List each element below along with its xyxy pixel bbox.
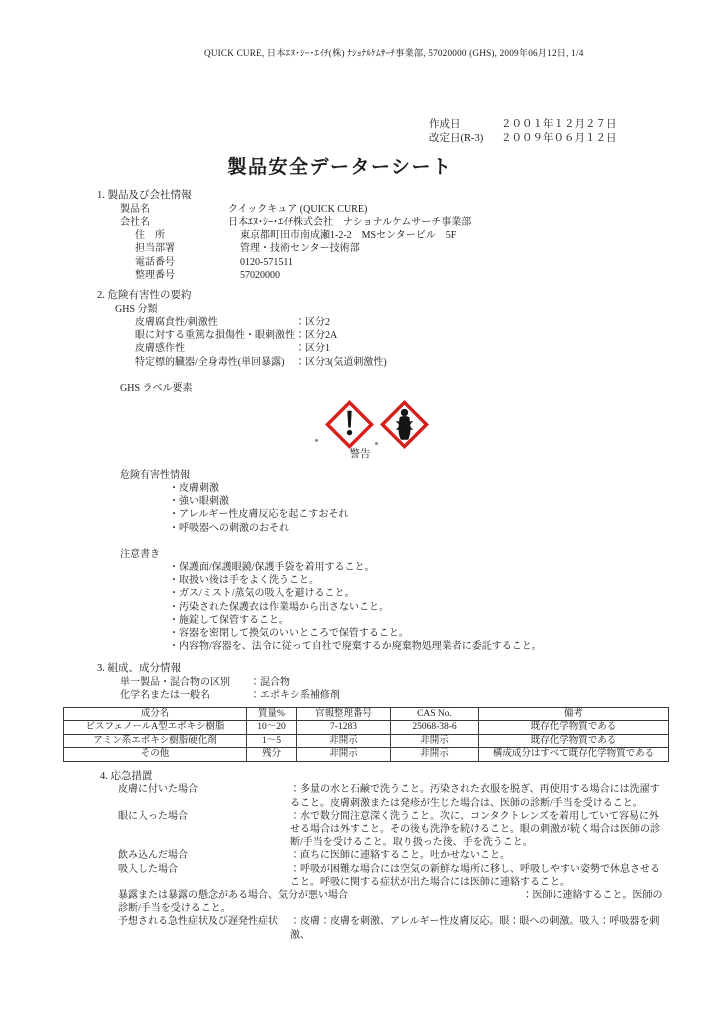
document-body (85, 189, 670, 942)
ghs-class-row (135, 356, 670, 369)
composition-value: ：混合物 (250, 677, 290, 689)
info-row-label: 製品名 (120, 203, 150, 215)
first-aid-row (118, 889, 670, 915)
info-row-label: 住 所 (135, 230, 165, 242)
first-aid-label: 眼に入った場合 (118, 810, 188, 822)
created-date-value: ２００１年１２月２７日 (501, 119, 617, 130)
ghs-classification-rows (97, 316, 670, 369)
ingredient-name-cell: その他 (64, 748, 247, 762)
info-row-value: クイックキュア (QUICK CURE) (228, 203, 368, 215)
hazard-info-list (169, 482, 670, 535)
ghs-class-label: 皮膚感作性 (135, 343, 185, 355)
ingredient-mass-cell: 1〜5 (247, 734, 297, 748)
hazard-info-item: ・強い眼刺激 (169, 496, 229, 508)
info-row (135, 269, 670, 282)
precaution-item: ・施錠して保管すること。 (169, 614, 289, 626)
ingredient-gazette-cell: 非開示 (297, 748, 391, 762)
ingredient-table (63, 707, 669, 762)
ingredient-table-header-row (64, 707, 669, 721)
info-row (135, 242, 670, 255)
section-composition (85, 662, 670, 761)
scan-speck (375, 442, 378, 445)
page-header: QUICK CURE, 日本ｴﾇ･ｼｰ･ｴｲﾁ(株) ﾅｼｮﾅﾙｹﾑｻｰﾁ事業部, 57020000 (GHS), 2009年06月12日, 1/4 (204, 48, 584, 58)
ingredient-table-row (64, 748, 669, 762)
ingredient-mass-cell: 10〜20 (247, 721, 297, 735)
section-product-company-info (97, 189, 670, 282)
section1-heading: 1. 製品及び会社情報 (97, 190, 192, 201)
hazard-info-item: ・アレルギー性皮膚反応を起こすおそれ (169, 509, 349, 521)
section4-heading: 4. 応急措置 (100, 770, 153, 782)
ingredient-table-row (64, 721, 669, 735)
ingredient-cas-cell: 非開示 (391, 748, 479, 762)
ghs-class-value: ：区分1 (295, 343, 330, 355)
first-aid-label: 飲み込んだ場合 (118, 850, 188, 862)
composition-value: ：エポキシ系補修剤 (250, 690, 340, 702)
ghs-class-value: ：区分3(気道刺激性) (295, 356, 387, 368)
ingredient-table-header-cell: CAS No. (391, 707, 479, 721)
ghs-pictograms (325, 400, 429, 449)
info-row (135, 256, 670, 269)
first-aid-row (118, 810, 670, 850)
ingredient-table-body (64, 721, 669, 762)
info-row (120, 203, 670, 216)
ingredient-table-header-cell: 備考 (479, 707, 669, 721)
ingredient-mass-cell: 残分 (247, 748, 297, 762)
revised-date-label: 改定日(R-3) (429, 132, 484, 144)
first-aid-value: ：皮膚：皮膚を刺激、アレルギー性皮膚反応。眼：眼への刺激。吸入：呼吸器を刺激、 (290, 916, 660, 941)
hazard-info-heading: 危険有害性情報 (120, 469, 190, 481)
first-aid-value: ：直ちに医師に連絡すること。吐かせないこと。 (290, 850, 510, 862)
first-aid-value: ：呼吸が困難な場合には空気の新鮮な場所に移し、呼吸しやすい姿勢で休息させること。呼吸に関する症状が出た場合には医師に連絡すること。 (290, 863, 660, 888)
ghs-exclamation-pictogram (325, 400, 374, 449)
info-row-value: 0120-571511 (240, 256, 293, 268)
ghs-class-row (135, 316, 670, 329)
ghs-health-hazard-pictogram (380, 400, 429, 449)
first-aid-row (118, 915, 670, 941)
ingredient-table-row (64, 734, 669, 748)
info-row (120, 216, 670, 229)
ghs-class-label: 皮膚腐食性/刺激性 (135, 317, 218, 329)
ingredient-remarks-cell: 構成成分はすべて既存化学物質である (479, 748, 669, 762)
section3-heading: 3. 組成、成分情報 (97, 663, 181, 675)
ghs-class-value: ：区分2A (295, 330, 338, 342)
precaution-heading: 注意書き (120, 548, 160, 560)
revised-date-row (429, 132, 617, 146)
ingredient-table-header-cell: 質量% (247, 707, 297, 721)
ghs-class-row (135, 342, 670, 355)
ingredient-table-header-cell: 官報整理番号 (297, 707, 391, 721)
ghs-label-elements-heading: GHS ラベル要素 (120, 382, 193, 394)
hazard-info-item: ・皮膚刺激 (169, 483, 219, 495)
document-title: 製品安全データーシート (227, 157, 453, 178)
ingredient-table-header-cell: 成分名 (64, 707, 247, 721)
first-aid-label: 暴露または暴露の懸念がある場合、気分が悪い場合 (118, 889, 348, 901)
section2-heading: 2. 危険有害性の要約 (97, 289, 192, 301)
precaution-item: ・取扱い後は手をよく洗うこと。 (169, 575, 319, 587)
precaution-item: ・汚染された保護衣は作業場から出さないこと。 (169, 601, 389, 613)
composition-label: 化学名または一般名 (120, 690, 210, 702)
ghs-class-label: 眼に対する重篤な損傷性・眼刺激性 (135, 330, 295, 342)
precaution-item: ・保護面/保護眼鏡/保護手袋を着用すること。 (169, 561, 375, 573)
info-row-value: 57020000 (240, 269, 280, 281)
precaution-list (169, 561, 670, 653)
first-aid-label: 吸入した場合 (118, 863, 178, 875)
composition-label: 単一製品・混合物の区別 (120, 677, 230, 689)
composition-row (120, 676, 670, 689)
created-date-label: 作成日 (429, 119, 461, 130)
ingredient-remarks-cell: 既存化学物質である (479, 721, 669, 735)
ingredient-cas-cell: 非開示 (391, 734, 479, 748)
signal-word: 警告 (349, 448, 371, 460)
ingredient-gazette-cell: 7-1283 (297, 721, 391, 735)
ghs-class-label: 特定標的臓器/全身毒性(単回暴露) (135, 356, 285, 368)
section-hazard-summary (97, 289, 670, 653)
info-row-label: 電話番号 (135, 256, 175, 268)
ingredient-name-cell: ビスフェノールA型エポキシ樹脂 (64, 721, 247, 735)
info-row-label: 担当部署 (135, 243, 175, 255)
scan-speck (315, 439, 318, 442)
ingredient-gazette-cell: 非開示 (297, 734, 391, 748)
info-row-label: 整理番号 (135, 269, 175, 281)
precaution-item: ・ガス/ミスト/蒸気の吸入を避けること。 (169, 588, 355, 600)
first-aid-value: ：多量の水と石鹸で洗うこと。汚染された衣服を脱ぎ、再使用する場合には洗濯すること。皮膚刺激または発疹が生じた場合は、医師の診断/手当を受けること。 (290, 784, 660, 809)
info-row-value: 管理・技術センター技術部 (240, 243, 360, 255)
info-row-value: 日本ｴﾇ･ｼｰ･ｴｲﾁ株式会社 ナショナルケムサーチ事業部 (228, 217, 472, 229)
ghs-class-value: ：区分2 (295, 317, 330, 329)
ghs-classification-heading: GHS 分類 (115, 303, 158, 315)
section3-rows (97, 676, 670, 702)
ingredient-cas-cell: 25068-38-6 (391, 721, 479, 735)
section4-rows (100, 783, 670, 941)
section1-rows (97, 203, 670, 282)
ghs-pictogram-block (325, 400, 429, 462)
section-first-aid (100, 770, 670, 942)
first-aid-label: 予想される急性症状及び遅発性症状 (118, 916, 278, 928)
date-block (429, 118, 617, 146)
ghs-class-row (135, 329, 670, 342)
info-row-label: 会社名 (120, 217, 150, 229)
first-aid-row (118, 783, 670, 809)
precaution-item: ・容器を密閉して換気のいいところで保管すること。 (169, 627, 409, 639)
first-aid-label: 皮膚に付いた場合 (118, 784, 198, 796)
revised-date-value: ２００９年０６月１２日 (501, 132, 617, 144)
first-aid-row (118, 863, 670, 889)
first-aid-value: ：水で数分間注意深く洗うこと。次に、コンタクトレンズを着用していて容易に外せる場合は外すこと。その後も洗浄を続けること。眼の刺激が続く場合は医師の診断/手当を受けること。取り扱った後、手を洗うこと。 (290, 810, 660, 849)
first-aid-row (118, 849, 670, 862)
ingredient-remarks-cell: 既存化学物質である (479, 734, 669, 748)
composition-row (120, 689, 670, 702)
info-row-value: 東京都町田市南成瀬1-2-2 MSセンタービル 5F (240, 230, 457, 242)
created-date-row (429, 118, 617, 132)
hazard-info-item: ・呼吸器への刺激のおそれ (169, 522, 289, 534)
first-aid-value: ：医師に連絡すること。医師の診断/手当を受けること。 (118, 889, 663, 915)
info-row (135, 229, 670, 242)
precaution-item: ・内容物/容器を、法令に従って自社で廃棄するか廃棄物処理業者に委託すること。 (169, 641, 542, 653)
ingredient-name-cell: アミン系エポキシ樹脂硬化剤 (64, 734, 247, 748)
